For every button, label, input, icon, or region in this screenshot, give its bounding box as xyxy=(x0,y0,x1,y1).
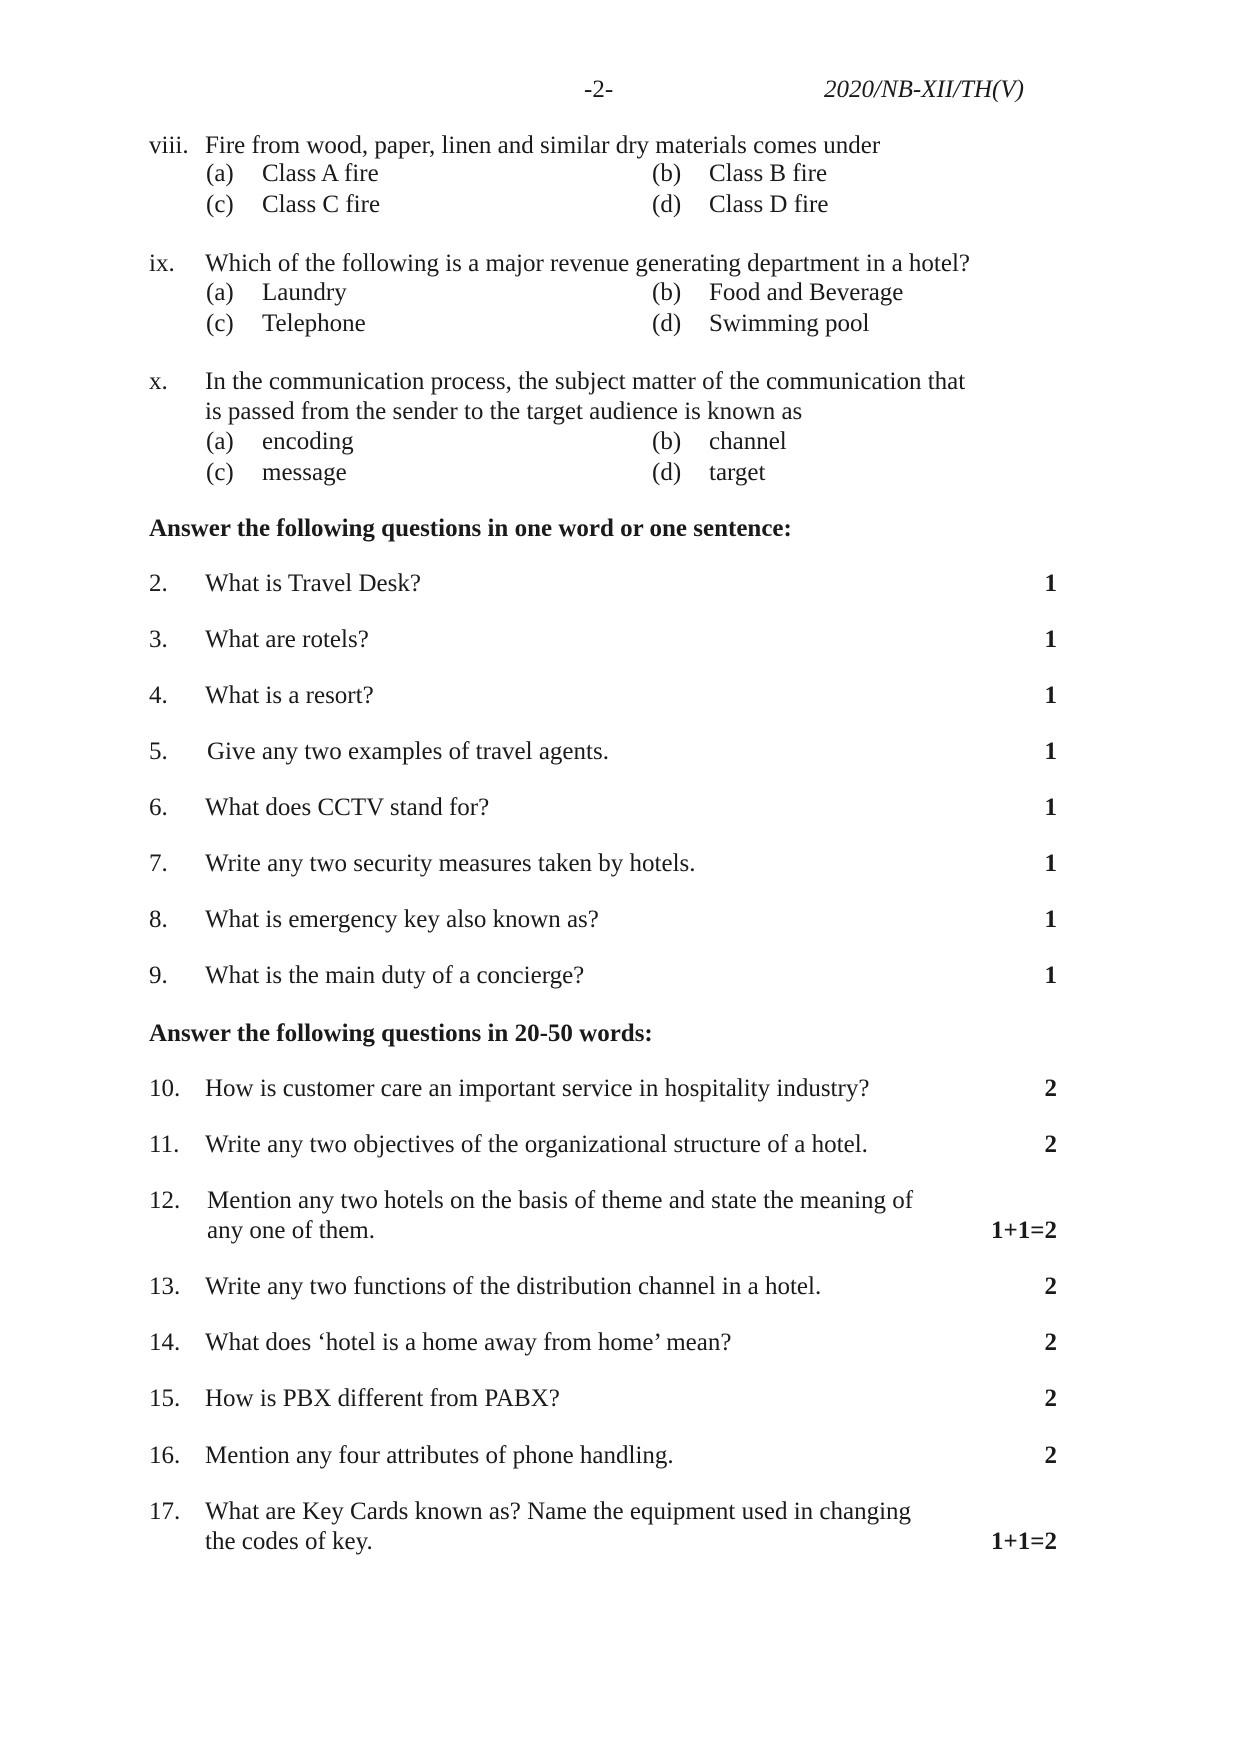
question-number: 10. xyxy=(149,1075,181,1102)
marks: 1 xyxy=(1044,850,1057,877)
option-text: target xyxy=(709,459,766,486)
question-text: Write any two functions of the distribution channel in a hotel. xyxy=(205,1273,822,1300)
option-text: Class A fire xyxy=(262,160,379,187)
section-heading: Answer the following questions in one word or one sentence: xyxy=(149,515,792,542)
marks: 2 xyxy=(1044,1385,1057,1412)
marks: 2 xyxy=(1044,1273,1057,1300)
question-number: 9. xyxy=(149,962,168,989)
question-text: How is PBX different from PABX? xyxy=(205,1385,560,1412)
option-key: (b) xyxy=(652,428,682,455)
question-number: 14. xyxy=(149,1329,181,1356)
marks: 1 xyxy=(1044,626,1057,653)
question-number: 16. xyxy=(149,1442,181,1469)
question-text: How is customer care an important service in hospitality industry? xyxy=(205,1075,870,1102)
option-text: channel xyxy=(709,428,787,455)
marks: 1 xyxy=(1044,794,1057,821)
question-number: 3. xyxy=(149,626,168,653)
option-text: Class D fire xyxy=(709,191,829,218)
option-text: encoding xyxy=(262,428,354,455)
question-text: Mention any four attributes of phone handling. xyxy=(205,1442,674,1469)
question-text: the codes of key. xyxy=(205,1528,373,1555)
question-text: Which of the following is a major revenue generating department in a hotel? xyxy=(205,250,971,277)
question-text: What is the main duty of a concierge? xyxy=(205,962,585,989)
marks: 1+1=2 xyxy=(991,1528,1057,1555)
marks: 2 xyxy=(1044,1329,1057,1356)
question-number: 4. xyxy=(149,682,168,709)
question-text: any one of them. xyxy=(207,1217,376,1244)
question-text: What is a resort? xyxy=(205,682,374,709)
question-number: 7. xyxy=(149,850,168,877)
question-text: is passed from the sender to the target audience is known as xyxy=(205,398,803,425)
question-text: Mention any two hotels on the basis of theme and state the meaning of xyxy=(207,1187,914,1214)
option-text: Swimming pool xyxy=(709,310,870,337)
paper-code: 2020/NB-XII/TH(V) xyxy=(824,76,1024,103)
option-key: (a) xyxy=(206,279,234,306)
question-number: 11. xyxy=(149,1131,180,1158)
marks: 2 xyxy=(1044,1075,1057,1102)
option-key: (c) xyxy=(206,459,234,486)
question-text: Give any two examples of travel agents. xyxy=(207,738,609,765)
question-text: What are rotels? xyxy=(205,626,369,653)
marks: 2 xyxy=(1044,1131,1057,1158)
option-key: (b) xyxy=(652,279,682,306)
option-text: Class B fire xyxy=(709,160,828,187)
option-key: (c) xyxy=(206,310,234,337)
option-key: (d) xyxy=(652,310,682,337)
question-text: What are Key Cards known as? Name the equipment used in changing xyxy=(205,1498,912,1525)
option-text: Class C fire xyxy=(262,191,381,218)
marks: 2 xyxy=(1044,1442,1057,1469)
question-text: What does ‘hotel is a home away from home’ mean? xyxy=(205,1329,732,1356)
question-text: What does CCTV stand for? xyxy=(205,794,490,821)
option-key: (a) xyxy=(206,160,234,187)
option-key: (d) xyxy=(652,191,682,218)
option-key: (d) xyxy=(652,459,682,486)
question-number: 6. xyxy=(149,794,168,821)
question-number: 15. xyxy=(149,1385,181,1412)
option-text: Laundry xyxy=(262,279,347,306)
question-number: 13. xyxy=(149,1273,181,1300)
question-text: Write any two objectives of the organizational structure of a hotel. xyxy=(205,1131,868,1158)
marks: 1 xyxy=(1044,962,1057,989)
question-number: 5. xyxy=(149,738,168,765)
option-key: (a) xyxy=(206,428,234,455)
question-number: x. xyxy=(149,368,168,395)
marks: 1 xyxy=(1044,738,1057,765)
option-text: Food and Beverage xyxy=(709,279,904,306)
question-number: 12. xyxy=(149,1187,181,1214)
question-text: What is emergency key also known as? xyxy=(205,906,599,933)
question-text: What is Travel Desk? xyxy=(205,570,421,597)
question-number: ix. xyxy=(149,250,175,277)
question-number: 8. xyxy=(149,906,168,933)
marks: 1 xyxy=(1044,570,1057,597)
question-text: In the communication process, the subject matter of the communication that xyxy=(205,368,966,395)
question-number: 17. xyxy=(149,1498,181,1525)
marks: 1 xyxy=(1044,906,1057,933)
question-number: 2. xyxy=(149,570,168,597)
option-text: Telephone xyxy=(262,310,366,337)
question-text: Fire from wood, paper, linen and similar dry materials comes under xyxy=(205,132,881,159)
option-key: (c) xyxy=(206,191,234,218)
question-number: viii. xyxy=(149,132,189,159)
section-heading: Answer the following questions in 20-50 words: xyxy=(149,1020,653,1047)
option-key: (b) xyxy=(652,160,682,187)
option-text: message xyxy=(262,459,347,486)
marks: 1 xyxy=(1044,682,1057,709)
marks: 1+1=2 xyxy=(991,1217,1057,1244)
page-number: -2- xyxy=(584,76,614,103)
question-text: Write any two security measures taken by hotels. xyxy=(205,850,696,877)
